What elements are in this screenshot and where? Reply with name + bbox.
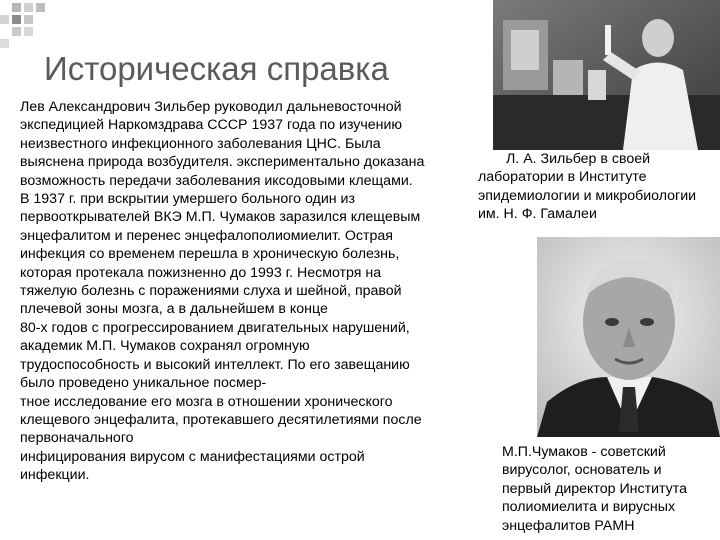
body-line: плечевой зоны мозга, а в дальнейшем в конце xyxy=(20,301,328,318)
body-line: первоначального xyxy=(20,430,134,447)
body-line: клещевого энцефалита, протекавшего десятилетиями после xyxy=(20,411,422,428)
caption-line: им. Н. Ф. Гамалеи xyxy=(478,206,597,223)
caption-line: вирусолог, основатель и xyxy=(502,462,662,479)
body-text xyxy=(20,98,490,485)
body-line: тяжелую болезнь с поражениями слуха и шейной, правой xyxy=(20,283,402,300)
body-line: неизвестного инфекционного заболевания ЦНС. Была xyxy=(20,135,381,152)
decorative-squares xyxy=(0,0,60,50)
body-line: возможность передачи заболевания иксодовыми клещами. xyxy=(20,172,413,189)
caption-line: лаборатории в Институте xyxy=(478,169,647,186)
body-line: энцефалитом и перенес энцефалополиомиелит. Острая xyxy=(20,227,393,244)
body-line: академик М.П. Чумаков сохранял огромную xyxy=(20,338,310,355)
caption-line: Л. А. Зильбер в своей xyxy=(506,151,651,167)
body-line: инфекции. xyxy=(20,467,90,484)
caption-line: первый директор Института xyxy=(502,480,688,497)
zilber-lab-photo xyxy=(493,0,720,150)
body-line: которая протекала пожизненно до 1993 г. Несмотря на xyxy=(20,264,382,281)
body-line: инфекция со временем перешла в хроническую болезнь, xyxy=(20,246,400,263)
slide-title: Историческая справка xyxy=(44,50,389,87)
body-line: инфицирования вирусом с манифестациями острой xyxy=(20,448,365,465)
body-line: выяснена природа возбудителя. экспериментально доказана xyxy=(20,154,425,171)
caption-line: энцефалитов РАМН xyxy=(502,517,635,534)
caption-line: М.П.Чумаков - советский xyxy=(502,444,666,460)
body-line: было проведено уникальное посмер- xyxy=(20,375,267,392)
caption-zilber xyxy=(478,150,720,224)
body-line: В 1937 г. при вскрытии умершего больного один из xyxy=(20,191,355,208)
body-line: первооткрывателей ВКЭ М.П. Чумаков заразился клещевым xyxy=(20,209,421,226)
chumakov-portrait xyxy=(537,237,720,437)
body-line: Лев Александрович Зильбер руководил дальневосточной xyxy=(20,99,402,115)
body-line: тное исследование его мозга в отношении хронического xyxy=(20,393,393,410)
caption-line: полиомиелита и вирусных xyxy=(502,499,676,516)
body-line: 80-х годов с прогрессированием двигательных нарушений, xyxy=(20,319,410,336)
caption-chumakov xyxy=(502,443,687,535)
body-line: трудоспособность и высокий интеллект. По его завещанию xyxy=(20,356,410,373)
caption-line: эпидемиологии и микробиологии xyxy=(478,187,697,204)
body-line: экспедицией Наркомздрава СССР 1937 года по изучению xyxy=(20,117,403,134)
